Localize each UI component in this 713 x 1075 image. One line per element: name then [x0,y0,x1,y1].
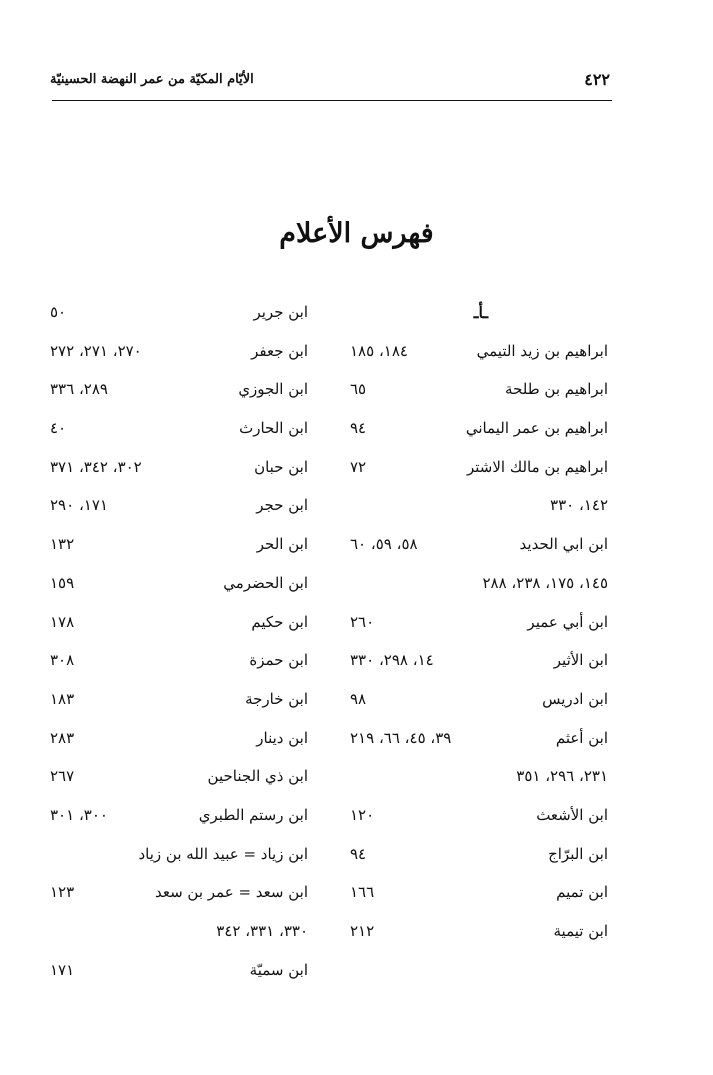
index-entry [50,761,308,800]
index-entry [50,374,308,413]
entry-pages: ٢٨٣ [50,728,75,747]
entry-pages: ١٨٤، ١٨٥ [350,341,408,360]
index-entry [50,568,308,607]
entry-pages: ١٧١، ٢٩٠ [50,496,108,515]
index-entry [350,761,608,800]
entry-name: ابن ذي الجناحين [207,767,308,786]
index-entry [50,723,308,762]
entry-pages: ١٢٠ [350,805,375,824]
letter-heading: ـأـ [473,303,488,322]
index-entry [50,452,308,491]
entry-pages: ١٨٣ [50,689,75,708]
index-entry [50,916,308,955]
index-entry [350,877,608,916]
index-entry [50,955,308,994]
entry-pages: ١٣٢ [50,535,75,554]
entry-name: ابراهيم بن زيد التيمي [476,341,608,360]
entry-name: ابن حجر [256,496,308,515]
index-entry [50,336,308,375]
entry-pages: ٢٦٠ [350,612,375,631]
entry-name: ابراهيم بن طلحة [505,380,608,399]
index-entry [50,877,308,916]
entry-name: ابن جرير [253,303,308,321]
entry-pages: ١٧٨ [50,612,75,631]
entry-pages: ٣٠٨ [50,651,75,670]
entry-name: ابن ادريس [542,689,608,708]
index-entry [350,839,608,878]
index-column-left [50,297,308,993]
entry-name: ابن البرّاج [548,844,608,863]
entry-name: ابراهيم بن مالك الاشتر [466,457,608,476]
entry-pages: ٦٥ [350,380,367,399]
index-entry [50,607,308,646]
entry-name: ابن رستم الطبري [198,805,308,824]
entry-pages: ٩٤ [350,419,367,438]
index-entry [350,645,608,684]
index-entry [350,723,608,762]
entry-name: ابراهيم بن عمر اليماني [465,419,608,438]
index-entry [50,800,308,839]
running-title: الأيّام المكيّة من عمر النهضة الحسينيّة [50,72,254,87]
entry-pages: ٢٦٧ [50,767,75,786]
entry-pages: ١٤٥، ١٧٥، ٢٣٨، ٢٨٨ [482,573,608,592]
entry-name: ابن حبان [254,457,308,476]
entry-name: ابن الحضرمي [223,573,308,592]
index-entry [350,452,608,491]
entry-pages: ١٤٢، ٣٣٠ [550,496,608,515]
entry-pages: ١٤، ٢٩٨، ٣٣٠ [350,651,434,670]
index-entry [350,916,608,955]
section-letter-heading [350,297,608,336]
header-rule [52,100,612,101]
page-number: ٤٢٢ [584,70,610,89]
index-entry [50,529,308,568]
page-header [50,70,610,100]
entry-pages: ٥٠ [50,303,67,321]
index-title: فهرس الأعلام [279,218,434,249]
entry-name: ابن الحر [256,535,308,554]
entry-pages: ١٥٩ [50,573,75,592]
entry-name: ابن تميم [556,883,608,902]
index-entry [350,607,608,646]
index-entry [350,336,608,375]
entry-name: ابن الجوزي [238,380,308,399]
entry-name: ابن زياد = عبيد الله بن زياد [138,844,308,863]
index-entry [350,490,608,529]
entry-name: ابن الأثير [553,651,608,670]
entry-pages: ٢٨٩، ٣٣٦ [50,380,108,399]
entry-pages: ٤٠ [50,419,67,438]
entry-pages: ٩٨ [350,689,367,708]
entry-pages: ٢٣١، ٢٩٦، ٣٥١ [516,767,608,786]
entry-pages: ١٢٣ [50,883,75,902]
entry-name: ابن حكيم [251,612,308,631]
entry-name: ابن جعفر [251,341,308,360]
entry-name: ابن الحارث [239,419,308,438]
entry-name: ابن سعد = عمر بن سعد [154,883,308,902]
entry-pages: ٣٣٠، ٣٣١، ٣٤٢ [216,922,308,940]
entry-pages: ٢١٢ [350,922,375,940]
entry-pages: ٩٤ [350,844,367,863]
entry-pages: ١٦٦ [350,883,375,902]
entry-pages: ٣٩، ٤٥، ٦٦، ٢١٩ [350,728,452,747]
index-entry [350,684,608,723]
index-entry [50,839,308,878]
entry-pages: ٣٠٠، ٣٠١ [50,805,108,824]
entry-name: ابن حمزة [249,651,308,670]
index-entry [50,684,308,723]
index-entry [350,413,608,452]
entry-pages: ٧٢ [350,457,367,476]
index-entry [50,490,308,529]
entry-name: ابن تيمية [553,922,608,940]
entry-pages: ٣٠٢، ٣٤٢، ٣٧١ [50,457,142,476]
entry-name: ابن ابي الحديد [519,535,608,554]
index-entry [350,568,608,607]
entry-name: ابن الأشعث [536,805,608,824]
entry-name: ابن أبي عمير [527,612,608,631]
entry-name: ابن خارجة [245,689,308,708]
entry-pages: ٢٧٠، ٢٧١، ٢٧٢ [50,341,142,360]
entry-name: ابن أعثم [555,728,608,747]
index-entry [350,529,608,568]
entry-pages: ٥٨، ٥٩، ٦٠ [350,535,418,554]
index-entry [50,297,308,336]
index-column-right [350,297,608,955]
index-entry [350,800,608,839]
entry-pages: ١٧١ [50,960,75,979]
index-entry [50,413,308,452]
entry-name: ابن سميّة [249,960,308,979]
entry-name: ابن دينار [256,728,308,747]
index-entry [350,374,608,413]
index-entry [50,645,308,684]
